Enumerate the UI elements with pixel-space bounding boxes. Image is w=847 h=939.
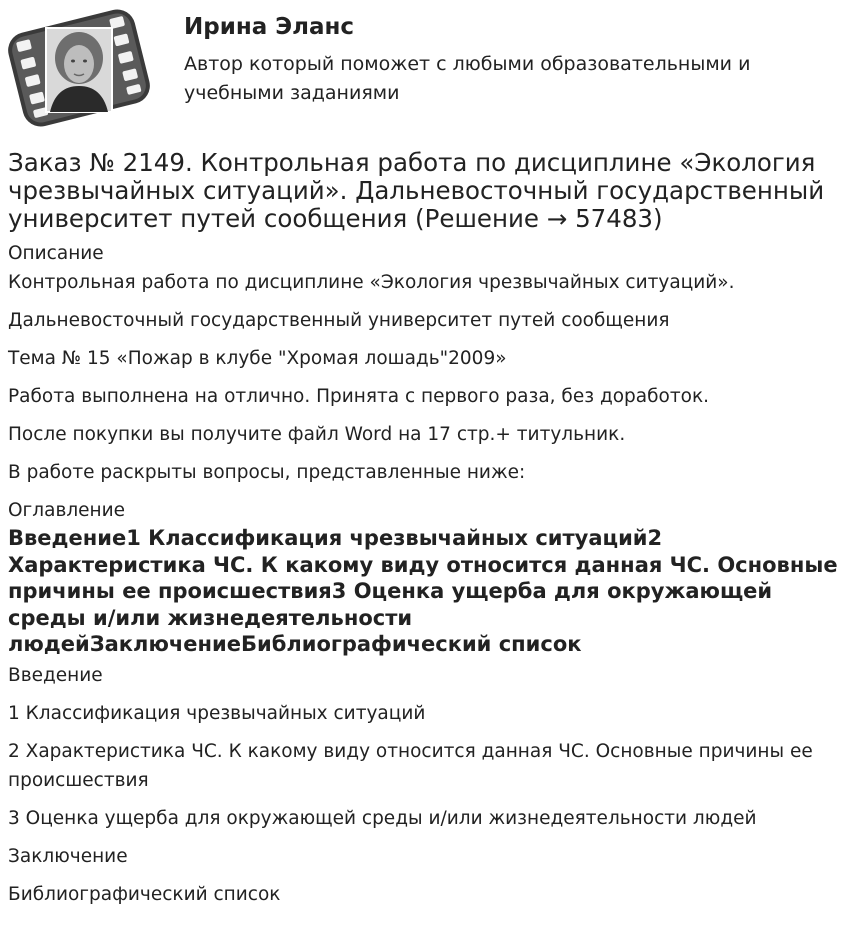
order-content <box>8 149 840 918</box>
description-paragraph: Контрольная работа по дисциплине «Экология чрезвычайных ситуаций». <box>8 272 735 293</box>
description-paragraph: В работе раскрыты вопросы, представленные ниже: <box>8 462 526 483</box>
author-description: Автор который поможет с любыми образовательными и учебными заданиями <box>184 53 751 104</box>
author-name[interactable]: Ирина Эланс <box>184 14 355 40</box>
toc-item: Библиографический список <box>8 883 281 905</box>
toc-item: 2 Характеристика ЧС. К какому виду относится данная ЧС. Основные причины ее происшествия <box>8 740 813 791</box>
description-paragraph: Тема № 15 «Пожар в клубе "Хромая лошадь"2009» <box>8 348 507 369</box>
toc-label: Оглавление <box>8 500 126 521</box>
toc-item: Заключение <box>8 845 128 867</box>
description-paragraph: Дальневосточный государственный университет путей сообщения <box>8 310 670 331</box>
author-avatar <box>6 6 152 130</box>
order-title: Заказ № 2149. Контрольная работа по дисциплине «Экология чрезвычайных ситуаций». Дальневосточный государственный университет путей сообщения (Решение → 57483) <box>8 148 825 233</box>
description-paragraph: Работа выполнена на отлично. Принята с первого раза, без доработок. <box>8 386 710 407</box>
author-card <box>0 0 847 140</box>
description-label: Описание <box>8 243 104 264</box>
toc-item: Введение <box>8 664 103 686</box>
toc-heading: Введение1 Классификация чрезвычайных ситуаций2 Характеристика ЧС. К какому виду относится данная ЧС. Основные причины ее происшествия3 Оценка ущерба для окружающей среды и/или жизнедеятельности людейЗаключениеБиблиографический список <box>8 526 838 656</box>
toc-item: 3 Оценка ущерба для окружающей среды и/или жизнедеятельности людей <box>8 807 757 829</box>
description-paragraph: После покупки вы получите файл Word на 17 стр.+ титульник. <box>8 424 626 445</box>
toc-item: 1 Классификация чрезвычайных ситуаций <box>8 702 426 724</box>
